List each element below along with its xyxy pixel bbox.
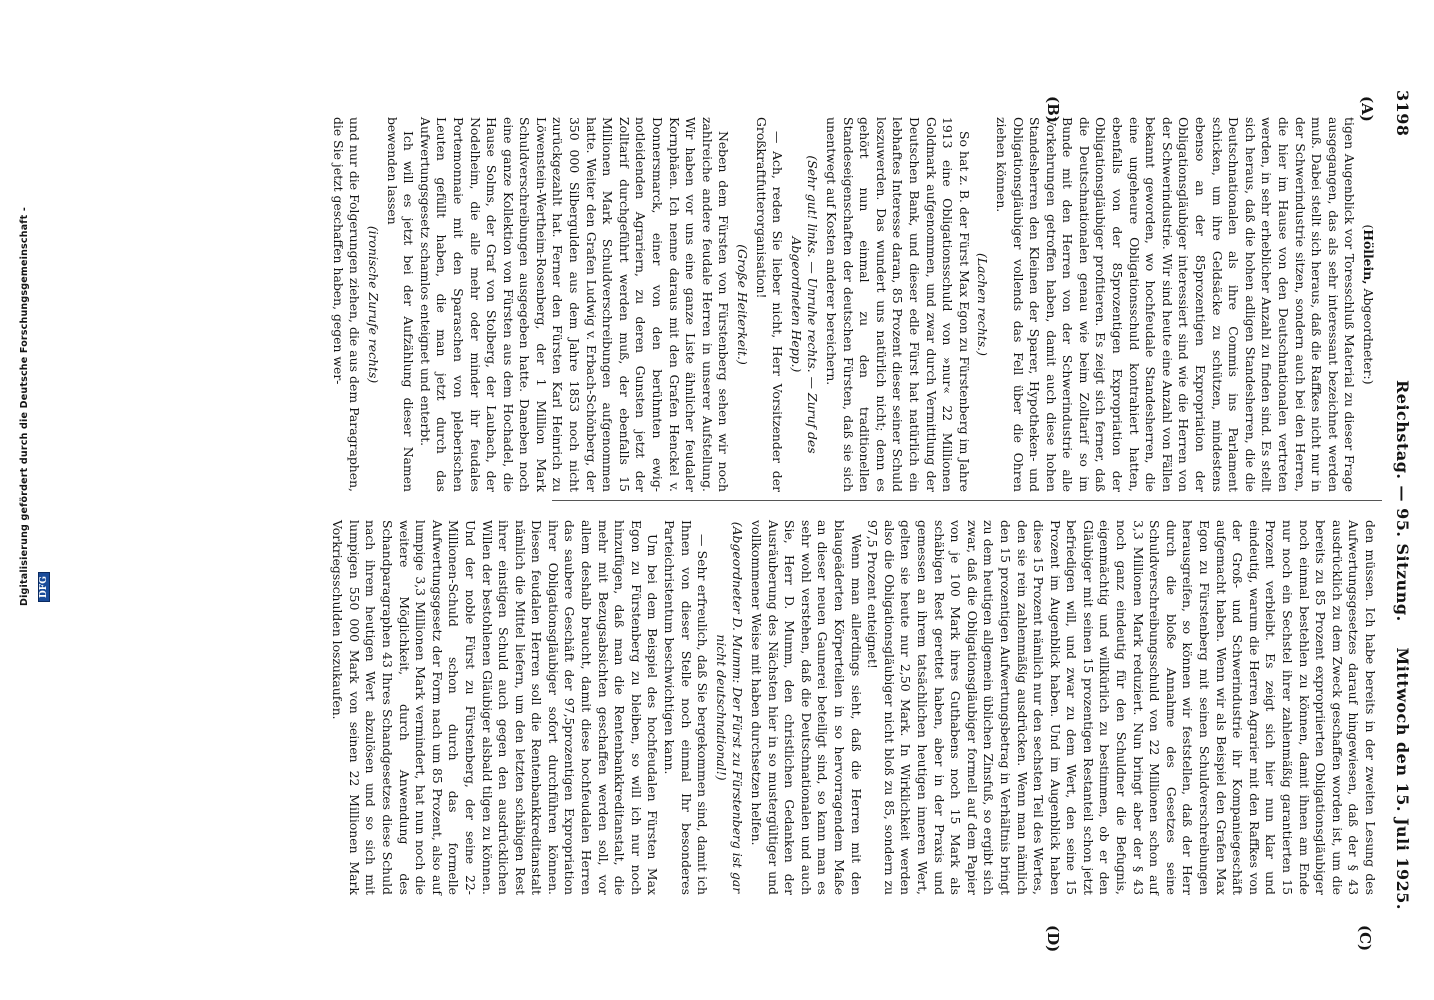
paragraph: So hat z. B. der Fürst Max Egon zu Fürstenberg im Jahre 1913 eine Obligationsschuld von »nur« 22 Millionen Goldmark aufgenommen, und zwar durch Vermittlung der Deutschen Bank, und dieser edle Fürst hat natürlich ein lebhaftes Interesse daran, 85 Prozent dieser seiner Schuld loszuwerden. Das wundert uns natürlich nicht; denn es gehört nun einmal zu den traditionellen Standeseigenschaften der deutschen Fürsten, daß sie sich unentwegt auf Kosten anderer bereichern. — [824, 117, 972, 492]
paragraph: Wenn man allerdings sieht, daß die Herren mit den blaugeäderten Körperteilen in so hervorragendem Maße an dieser neuen Gaunerei beteiligt sind, so kann man es sehr wohl verstehen, daß die Deutschnationalen und auch Sie, Herr D. Mumm, den christlichen Gedanken der Ausräuberung des Nächsten hier in so mustergültiger und vollkommener Weise mit haben durchsetzen helfen. — [749, 520, 864, 895]
paragraph: Um bei dem Beispiel des hochfeudalen Fürsten Max Egon zu Fürstenberg zu bleiben, so will ich nur noch hinzufügen, daß man die Rentenbankkreditanstalt, die mehr mit Bezugsabsichten geschaffen werden soll, vor allem deshalb braucht, damit diese hochfeudalen Herren das saubere Geschäft der 97,5prozentigen Expropriation ihrer Obligationsgläubiger sofort durchführen können. Diesen feudalen Herren soll die Rentenbankkreditanstalt nämlich die Mittel liefern, um den letzten schäbigen Rest ihrer einstigen Schuld auch gegen den ausdrücklichen Willen der bestohlenen Gläubiger alsbald tilgen zu können. Und der noble Fürst zu Fürstenberg, der seine 22-Millionen-Schuld schon durch das formelle Aufwertungsgesetz der Form nach um 85 Prozent, also auf lumpige 3,3 Millionen Mark vermindert, hat nun noch die weitere Möglichkeit, durch Anwendung des Schandparagraphen 43 Ihres Schandgesetzes diese Schuld nach ihrem heutigen Wert abzulösen und so sich mit lumpigen 550 000 Mark von seinen 22 Millionen Mark Vorkriegsschulden loszukaufen. — [330, 520, 661, 895]
paragraph: den müssen. Ich habe bereits in der zweiten Lesung des Aufwertungsgesetzes darauf hingewiesen, daß der § 43 ausdrücklich zu dem Zweck geschaffen worden ist, um die bereits zu 85 Prozent expropriierten Obligationsgläubiger noch einmal bestehlen zu können, damit ihnen am Ende nur noch ein Sechstel ihrer zahlenmäßig garantierten 15 Prozent verbleibt. Es zeigt sich hier nun klar und eindeutig, warum die Herren Agrarier mit den Raffkes von der Groß- und Schwerindustrie ihr Kompaniegeschäft aufgemacht haben. Wenn wir als Beispiel den Grafen Max Egon zu Fürstenberg mit seinen Schuldverschreibungen herausgreifen, so können wir feststellen, daß der Herr durch die bloße Annahme des Gesetzes seine Schuldverschreibungsschuld von 22 Millionen schon auf 3,3 Millionen Mark reduziert. Nun bringt aber der § 43 noch ganz eindeutig für den Schuldner die Befugnis, eigenmächtig und willkürlich zu bestimmen, ob er den Gläubiger mit seinen 15 prozentigen Restanteil schon jetzt befriedigen will, und zwar zu dem Wert, den seine 15 Prozent im Augenblick haben. Und im Augenblick haben diese 15 Prozent nämlich nur den sechsten Teil des Wertes, den sie rein zahlenmäßig ausdrücken. Wenn man nämlich den 15 prozentigen Aufwertungsbetrag in Verhältnis bringt zu dem heutigen allgemein üblichen Zinsfuß, so ergibt sich zwar, daß die Obligationsgläubiger formell auf dem Papier von je 100 Mark ihres Guthabens noch 15 Mark als schäbigen Rest gerettet haben, aber in der Praxis und gemessen an ihrem tatsächlichen heutigen inneren Wert, gelten sie heute nur 2,50 Mark. In Wirklichkeit werden also die Obligationsgläubiger nicht bloß zu 85, sondern zu 97,5 Prozent enteignet! — [865, 520, 1378, 895]
margin-marker-d: (D) — [1044, 925, 1062, 953]
page-number: 3198 — [1393, 90, 1412, 137]
stage-direction: (Lachen rechts.) — [975, 253, 991, 356]
session-date: Mittwoch den 15. Juli 1925. — [1393, 647, 1412, 910]
column-divider — [552, 500, 1382, 501]
footer-credit-text: Digitalisierung gefördert durch die Deutsche Forschungsgemeinschaft - — [19, 206, 30, 606]
margin-marker-c: (C) — [1356, 925, 1374, 952]
margin-marker-b: (B) — [1044, 96, 1062, 123]
stage-direction: (ironische Zurufe rechts) — [365, 225, 381, 384]
margin-marker-a: (A) — [1358, 96, 1376, 122]
paragraph: Ich will es jetzt bei der Aufzählung dieser Namen bewenden lassen — [384, 117, 417, 492]
page-header — [1386, 90, 1412, 910]
stage-direction: (Abgeordneter D. Mumm: Der Fürst zu Fürstenberg ist gar nicht deutschnational!) — [713, 521, 746, 894]
paragraph: Neben dem Fürsten von Fürstenberg sehen wir noch zahlreiche andere feudale Herren in unserer Aufstellung. Wir haben vor uns eine ganze Liste ähnlicher feudaler Kornphäen. Ich nenne daraus mit den Grafen Henckel v. Donnersmarck, einer von den berühmten ewig-notleidenden Agrariern, zu deren Gunsten jetzt der Zolltarif durchgeführt werden muß, der ebenfalls 15 Millionen Mark Schuldverschreibungen aufgenommen hatte. Weiter den Grafen Ludwig v. Erbach-Schönberg, der 350 000 Silbergulden aus dem Jahre 1853 noch nicht zurückgezahlt hat. Ferner den Fürsten Karl Heinrich zu Löwenstein-Wertheim-Rosenberg, der 1 Million Mark Schuldverschreibungen ausgegeben hatte. Daneben noch eine ganze Kollektion von Fürsten aus dem Hochadel, die Hause Solms, der Graf von Stolberg, der Laubach, der Nodelheim, die alle mehr oder minder ihr feudales Portemonnaie mit den Sparaschen von pleberischen Leuten gefüllt haben, die man jetzt durch das Aufwertungsgesetz schamlos enteignet und enterbt. — [417, 117, 732, 492]
footer-credit — [12, 206, 49, 606]
paragraph: tigen Augenblick vor Toresschluß Material zu dieser Frage ausgegangen, das als sehr interessant bezeichnet werden muß. Dabei stellt sich heraus, daß die Raffkes nicht nur in der Schwerindustrie sitzen, sondern auch bei den Herren, die hier im Hause von den Deutschnationalen vertreten werden, in sehr erheblicher Anzahl zu finden sind. Es stellt sich heraus, daß die hohen adligen Standesherren, die die Deutschnationalen als ihre Commis ins Parlament schicken, um ihre Geldsäcke zu schützen, mindestens ebenso an der 85prozentigen Expropriation der Obligationsgläubiger interessiert sind wie die Herren von der Schwerindustrie. Wir sind heute eine Anzahl von Fällen bekannt geworden, wo hochfeudale Standesherren, die eine ungeheure Obligationsschuld kontrahiert hatten, ebenfalls von der 85prozentigen Expropriation der Obligationsgläubiger profitieren. Es zeigt sich ferner, daß die Deutschnationalen genau wie beim Zolltarif so im Bunde mit den Herren von der Schwerindustrie alle Vorkehrungen getroffen haben, damit auch diese hohen Standesherren den Kleinen der Sparer, Hypotheken- und Obligationsgläubiger vollends das Fell über die Ohren ziehen können. — [993, 117, 1358, 492]
speaker-line: (Höllein, Abgeordneter:) — [1361, 224, 1376, 385]
paragraph: und nur die Folgerungen ziehen, die aus dem Paragraphen, die Sie jetzt geschaffen haben, gegen wer- — [330, 117, 363, 492]
left-column — [330, 117, 1378, 492]
speaker-role: Abgeordneter: — [1361, 288, 1376, 380]
dfg-logo: DFG — [38, 572, 50, 602]
session-title: Reichstag. — 95. Sitzung. — [1393, 380, 1412, 622]
speaker-name: Höllein, — [1361, 229, 1376, 285]
stage-direction: (Sehr gut! links. — Unruhe rechts. — Zuruf des Abgeordneten Hepp.) — [788, 155, 821, 454]
right-column — [330, 520, 1378, 895]
stage-direction: (Große Heiterkeit.) — [735, 244, 751, 365]
paragraph: — Sehr erfreulich, daß Sie bergekommen sind, damit ich Ihnen von dieser Stelle noch einmal Ihr besonderes Parteichristentum beschwichtigen kann. — [662, 520, 711, 895]
paragraph: — Ach, reden Sie lieber nicht, Herr Vorsitzender der Großkraftfutterorganisation! — [753, 117, 786, 492]
